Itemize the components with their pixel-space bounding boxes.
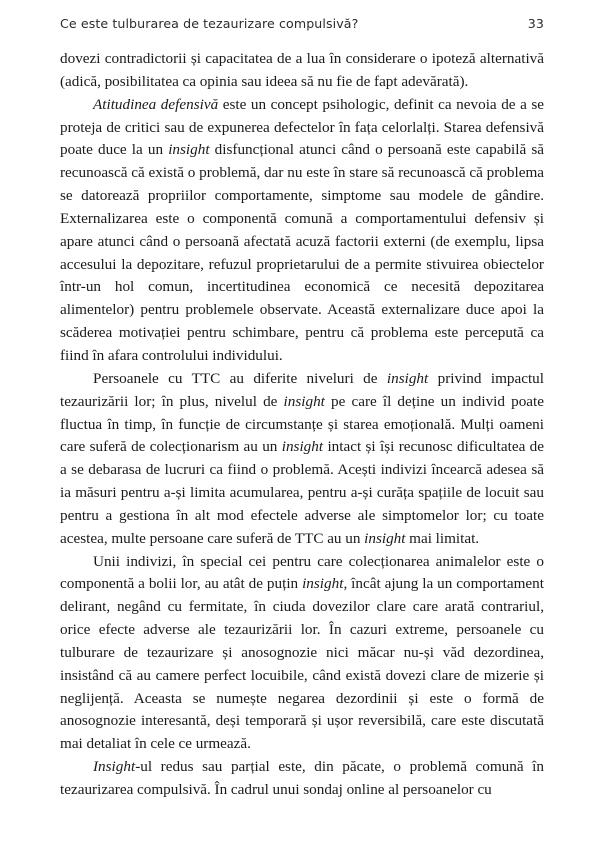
body-text: este un concept psihologic, definit ca nevoia de a se proteja de critici sau de expunerea defectelor în fața celorlalți. Starea defensivă poate duce la un bbox=[60, 95, 544, 159]
body-text: -ul redus sau parțial este, din păcate, o problemă comună în tezaurizarea compulsivă. În cadrul unui sondaj online al persoanelor cu bbox=[60, 758, 544, 798]
emphasis-text: insight bbox=[364, 529, 406, 547]
running-head bbox=[60, 16, 544, 38]
page-number: 33 bbox=[527, 16, 544, 31]
emphasis-text: Insight bbox=[93, 758, 136, 776]
emphasis-text: Atitudinea defensivă bbox=[93, 95, 219, 113]
running-head-title: Ce este tulburarea de tezaurizare compulsivă? bbox=[60, 16, 359, 31]
paragraph bbox=[60, 94, 544, 368]
body-text: Unii indivizi, în special cei pentru care colecționarea animalelor este o componentă a bolii lor, au atât de puțin bbox=[60, 552, 544, 593]
body-text: pe care îl deține un individ poate fluctua în timp, în funcție de circumstanțe și starea emoțională. Mulți oameni care suferă de colecționarism au un bbox=[60, 392, 544, 456]
emphasis-text: insight bbox=[283, 392, 325, 410]
emphasis-text: insight bbox=[281, 438, 324, 456]
paragraph bbox=[60, 48, 544, 94]
paragraph bbox=[60, 368, 544, 551]
paragraph bbox=[60, 756, 544, 802]
body-text: , încât ajung la un comportament delirant, negând cu fermitate, în ciuda dovezilor clare care arată contrariul, orice efecte adverse ale tezaurizării lor. În cazuri extreme, persoanele cu tulburare de tezaurizare și anosognozie nici măcar nu-și văd dezordinea, insistând că au camere perfect locuibile, când există dovezi clare de mizerie și neglijență. Aceasta se numește negarea dezordinii și este o formă de anosognozie interesantă, deși temporară și ușor reversibilă, care este discutată mai detaliat în cele ce urmează. bbox=[60, 575, 544, 753]
emphasis-text: insight bbox=[168, 141, 210, 159]
body-text: dovezi contradictorii și capacitatea de a lua în considerare o ipoteză alternativă (adică, posibilitatea ca opinia sau ideea să nu fie de fapt adevărată). bbox=[60, 50, 544, 90]
paragraph bbox=[60, 551, 544, 757]
body-text: privind impactul tezaurizării lor; în plus, nivelul de bbox=[60, 369, 544, 410]
body-text-block bbox=[60, 48, 544, 802]
body-text: Persoanele cu TTC au diferite niveluri de bbox=[93, 369, 387, 387]
emphasis-text: insight bbox=[386, 369, 429, 387]
body-text: disfuncțional atunci când o persoană este capabilă să recunoască că există o problemă, dar nu este în stare să recunoască că problema se datorează propriilor comportamente, simptome sau modele de gândire. Externalizarea este o componentă comună a comportamentului defensiv și apare atunci când o persoană afectată acuză factorii externi (de exemplu, lipsa accesului la depozitare, refuzul proprietarului de a permite stivuirea obiectelor într-un hol comun, incertitudinea economică ce necesită depozitarea alimentelor) pentru problemele observate. Această externalizare duce apoi la scăderea motivației pentru schimbare, pentru că problema este percepută ca fiind în afara controlului individului. bbox=[60, 141, 544, 364]
emphasis-text: insight bbox=[302, 575, 344, 593]
body-text: mai limitat. bbox=[405, 529, 480, 547]
body-text: intact și își recunosc dificultatea de a se debarasa de lucruri ca fiind o problemă. Acești indivizi încearcă adesea să ia măsuri pentru a-și limita acumularea, pentru a-și curăța spațiile de locuit sau pentru a gestiona în alt mod efectele adverse ale simptomelor lor; cu toate acestea, multe persoane care suferă de TTC au un bbox=[60, 438, 545, 547]
